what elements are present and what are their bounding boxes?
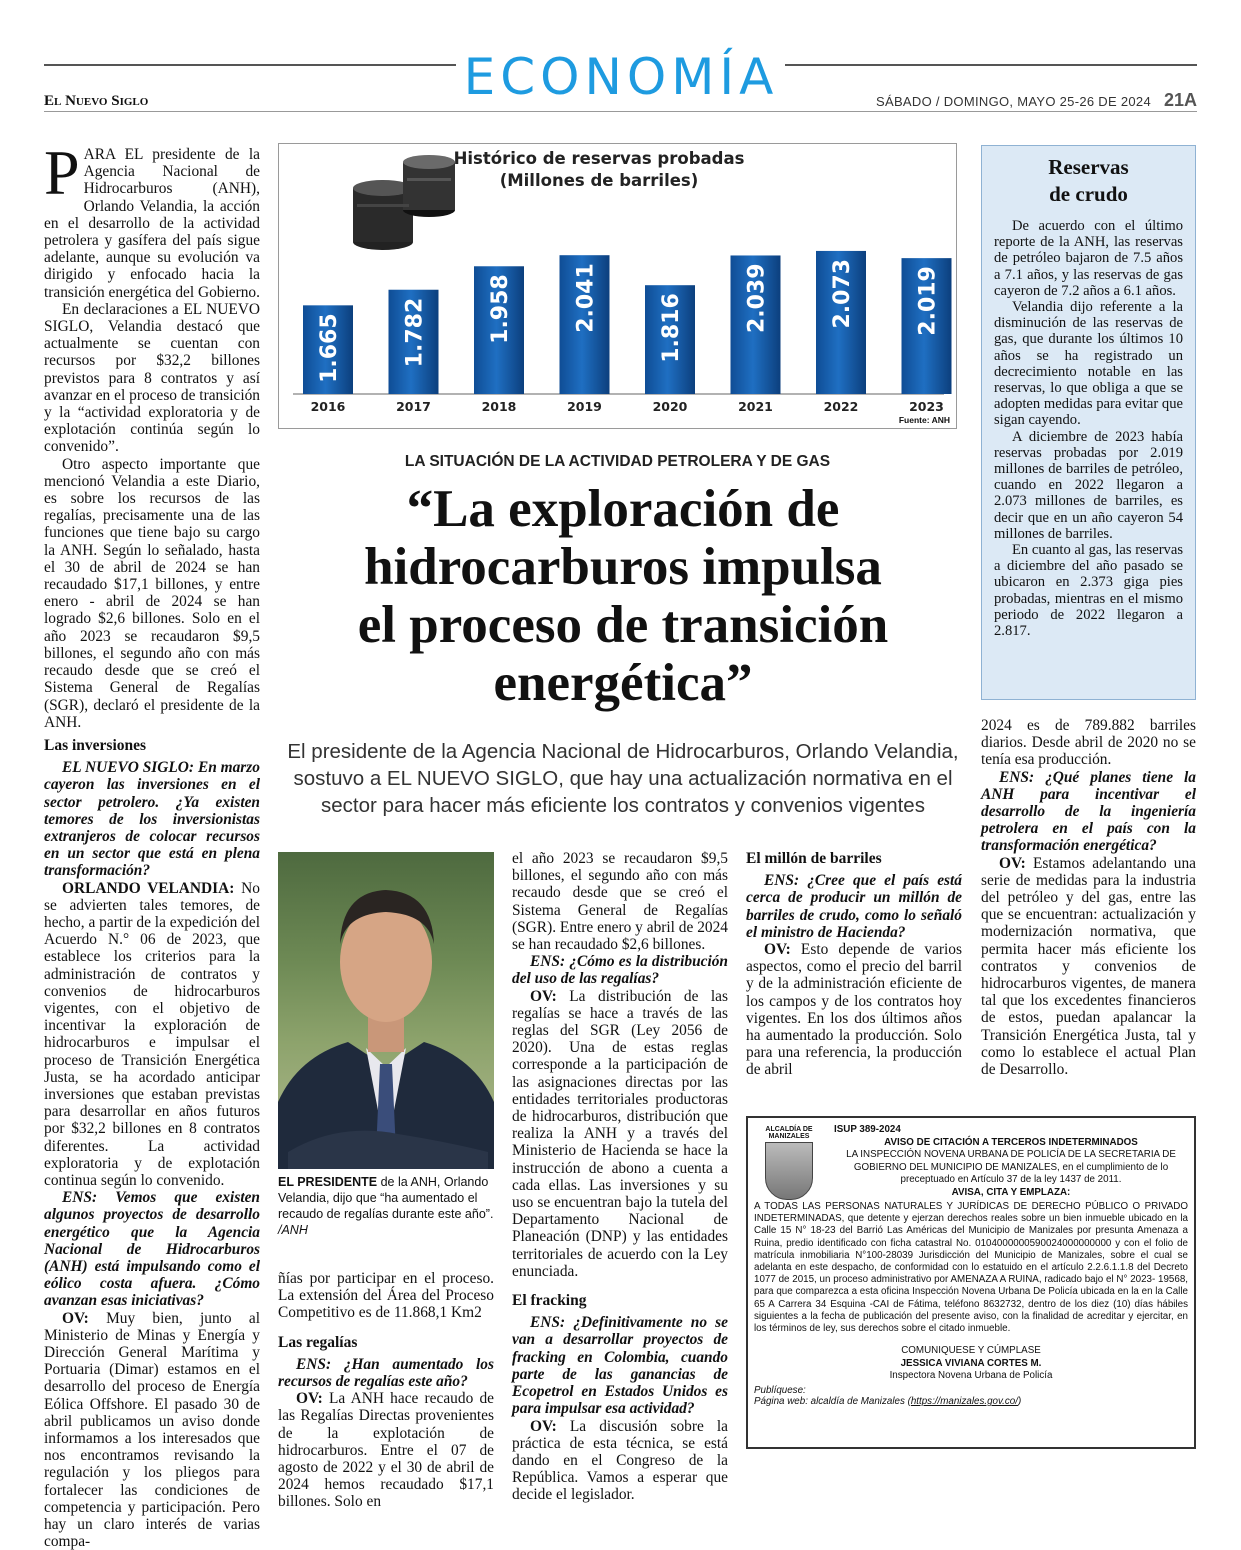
answer-text: La distribución de las regalías se hace a través de las reglas del SGR (Ley 2056 de 2020). Una de estas reglas corresponde a la participación de las asignaciones directas por las entidades territoriales productoras de hidrocarburos, distribución que realiza la ANH y a través del Ministerio de Hacienda se hace la instrucción de abono a cuenta a cada ellas. Las inversiones y su uso se encuentran bajo la tutela del Departamento Nacional de Planeación (DNP) y las entidades territoriales de acuerdo con la Ley enunciada. <box>512 987 728 1280</box>
notice-title: AVISO DE CITACIÓN A TERCEROS INDETERMINADOS <box>884 1136 1138 1148</box>
dek-line: sostuvo a EL NUEVO SIGLO, que hay una actualización normativa en el <box>293 767 953 790</box>
answer-text: Muy bien, junto al Ministerio de Minas y Energía y Dirección General Marítima y Portuaria (Dimar) estamos en el desarrollo del proceso de Energía Eólica Offshore. El pasado 30 de abril publicamos un aviso donde informamos a los interesados que nos encontramos revisando la regulación y los pliegos para fortalecer las condiciones de competencia y participación. Pero hay un claro interés de varias compa- <box>44 1309 260 1550</box>
subhead: El millón de barriles <box>746 850 882 867</box>
notice-web-suffix: ) <box>1017 1396 1022 1408</box>
article-column-5 <box>981 717 1196 1078</box>
notice-closing: COMUNIQUESE Y CÚMPLASE <box>901 1345 1041 1357</box>
lead-paragraph: ARA EL presidente de la Agencia Nacional de Hidrocarburos (ANH), Orlando Velandia, la acción en el desarrollo de la actividad petrolera y gasífera del país sigue adelante, aunque su evolución va dirigido y enfocado hacia la transición energética del Gobierno. <box>44 146 260 301</box>
headline-line: el proceso de transición <box>357 596 889 654</box>
portrait-photo <box>278 852 494 1169</box>
question-label: ENS: <box>296 1355 332 1373</box>
dek-line: sector para hacer más eficiente los contratos y convenios vigentes <box>321 794 925 817</box>
subhead: El fracking <box>512 1292 587 1310</box>
paragraph: ñías por participar en el proceso. La extensión del Área del Proceso Competitivo es de 11.868,1 Km2 <box>278 1270 494 1322</box>
masthead: El Nuevo Siglo <box>44 93 149 109</box>
question-label: ENS: <box>999 768 1035 786</box>
data-label-2018: 1.958 <box>488 274 513 344</box>
paragraph: Otro aspecto importante que mencionó Velandia a este Diario, es sobre los recursos de las regalías, precisamente una de las funciones que tiene bajo su cargo la ANH. Según lo señalado, hasta el 30 de abril de 2024 se han recaudado $17,1 billones, y entre enero - abril de 2024 se han logrado $2,6 billones. Solo en el año 2023 se recaudaron $9,5 billones, el segundo año con más recaudo desde que se creó el Sistema General de Regalías (SGR), declaró el presidente de la ANH. <box>44 455 260 731</box>
sidebar-box <box>981 145 1196 700</box>
shield-icon <box>765 1142 813 1200</box>
article-column-3 <box>512 850 728 1504</box>
x-tick-2023: 2023 <box>909 399 944 414</box>
sidebar-title: de crudo <box>1049 182 1128 206</box>
dateline: SÁBADO / DOMINGO, MAYO 25-26 DE 2024 <box>876 94 1151 109</box>
question-text: Vemos que existen algunos proyectos de desarrollo energético que la Agencia Nacional de Hidrocarburos (ANH) está impulsando como el eólico costa afuera. ¿Cómo avanzan esas iniciativas? <box>44 1189 260 1310</box>
answer-text: Esto depende de varios aspectos, como el precio del barril y de la administración eficiente de los campos y de los contratos hoy vigentes. En los dos últimos años ha aumentado la producción. Solo para una referencia, la producción de abril <box>746 941 962 1079</box>
chart-title: Histórico de reservas probadas <box>453 149 745 168</box>
data-label-2020: 1.816 <box>659 293 684 363</box>
answer-label: OV: <box>296 1390 323 1408</box>
x-tick-2022: 2022 <box>823 399 859 414</box>
reserves-chart <box>278 143 957 429</box>
question-text: ¿Han aumentado los recursos de regalías este año? <box>278 1355 494 1391</box>
municipality-crest <box>758 1126 820 1200</box>
portrait-illustration <box>278 852 494 1169</box>
answer-text: La discusión sobre la práctica de esta técnica, se está dando en el Congreso de la República. Vamos a esperar que decide el legislador. <box>512 1417 728 1504</box>
headline-line: energética” <box>493 654 753 712</box>
header-rule-bottom <box>44 111 1197 112</box>
legal-notice-box <box>746 1116 1196 1449</box>
chart-source: Fuente: ANH <box>898 415 950 425</box>
notice-reference: ISUP 389-2024 <box>834 1124 901 1135</box>
chart-subtitle: (Millones de barriles) <box>499 171 699 190</box>
question-label: ENS: <box>530 1314 566 1332</box>
sidebar-title: Reservas <box>1048 155 1129 179</box>
answer-text: Estamos adelantando una serie de medidas para la industria del petróleo y del gas, entre las que se encuentran: actualización y modernización normativa, que permita hacer más eficiente los contratos y convenios de hidrocarburos vigentes, de manera tal que los excedentes financieros de estos, puedan apalancar la Transición Energética Justa, tal y como lo establece el actual Plan de Desarrollo. <box>981 854 1196 1079</box>
paragraph: el año 2023 se recaudaron $9,5 billones, el segundo año con más recaudo desde que se creó el Sistema General de Regalías (SGR). Entre enero y abril de 2024 se han recaudado $2,6 billones. <box>512 850 728 954</box>
sidebar-paragraph: Velandia dijo referente a la disminución de las reservas de gas, que durante los últimos 10 años se ha registrado un decrecimiento notable en las reservas, lo que obliga a que se adopten medidas para evitar que sigan cayendo. <box>994 299 1183 429</box>
notice-intro: LA INSPECCIÓN NOVENA URBANA DE POLICÍA DE LA SECRETARIA DE GOBIERNO DEL MUNICIPIO DE MANIZALES, en el cumplimiento de lo preceptuado en Artículo 37 de la ley 1437 de 2011. <box>846 1149 1176 1185</box>
notice-web-link[interactable]: https://manizales.gov.co/ <box>910 1396 1018 1408</box>
answer-text: La ANH hace recaudo de las Regalías Directas provenientes de la explotación de hidrocarburos. Entre el 07 de agosto de 2022 y el 30 de abril de 2024 hemos recaudado $17,1 billones. Solo en <box>278 1390 494 1511</box>
dek-line: El presidente de la Agencia Nacional de Hidrocarburos, Orlando Velandia, <box>287 740 959 763</box>
dek <box>278 738 968 819</box>
data-label-2022: 2.073 <box>830 258 855 329</box>
answer-label: OV: <box>999 854 1026 872</box>
sidebar-paragraph: De acuerdo con el último reporte de la ANH, las reservas de petróleo bajaron de 7.5 años a 7.1 años, y las reservas de gas cayeron de 7.2 años a 6.1 años. <box>994 218 1183 299</box>
data-label-2019: 2.041 <box>573 263 599 333</box>
question-label: EL NUEVO SIGLO: <box>62 759 195 777</box>
question-text: En marzo cayeron las inversiones en el sector petrolero. ¿Ya existen temores de los inversionistas extranjeros de colocar recursos en un sector que está en plena transformación? <box>44 759 260 880</box>
x-tick-2019: 2019 <box>567 399 602 414</box>
question-text: ¿Definitivamente no se van a desarrollar proyectos de fracking en Colombia, cuando parte de las ganancias de Ecopetrol en Estados Unidos es para impulsar esa actividad? <box>512 1314 728 1418</box>
header-rule-right <box>785 64 1197 66</box>
answer-label: OV: <box>530 1417 557 1435</box>
drop-cap: P <box>44 137 80 208</box>
x-tick-2018: 2018 <box>481 399 517 414</box>
crest-label: ALCALDÍA DE MANIZALES <box>765 1126 813 1140</box>
data-label-2016: 1.665 <box>317 313 342 383</box>
notice-signer: JESSICA VIVIANA CORTES M. <box>900 1357 1042 1369</box>
x-tick-2017: 2017 <box>396 399 431 414</box>
data-label-2021: 2.039 <box>744 263 770 334</box>
question-label: ENS: <box>530 953 566 971</box>
chart-plot <box>279 144 958 430</box>
notice-body: A TODAS LAS PERSONAS NATURALES Y JURÍDICAS DE DERECHO PÚBLICO O PRIVADO INDETERMINADAS, que detente y ejerzan derechos reales sobre un bien inmueble ubicado en la Calle 15 N° 18-23 del Barrió Las Américas del Municipio de Manizales por presunta Amenaza a Ruina, predio identificado con ficha catastral No. 0104000000590024000000000 y con el folio de matrícula inmobiliaria N°100-28039 Jurisdicción del Municipio de Manizales, sobre el cual se adelanta en este despacho, de conformidad con lo estatuido en el artículo 2.2.6.1.1.8 del Decreto 1077 de 2015, un proceso administrativo por AMENAZA A RUINA, radicado bajo el N° 2023- 19568, para que comparezca a esta oficina Inspección Novena Urbana De Policía ubicada en la en la Calle 65 A Carrera 34 Esquina -CAI de Fátima, teléfono 8632732, dentro de los diez (10) días hábiles siguientes a la fecha de publicación del presente aviso, con la finalidad de acreditar y ejercitar, en los términos de ley, sus derechos sobre el citado inmueble. <box>754 1201 1188 1335</box>
question-text: ¿Cree que el país está cerca de producir un millón de barriles de crudo, como lo señaló el ministro de Hacienda? <box>746 872 962 941</box>
data-label-2023: 2.019 <box>915 266 941 336</box>
sidebar-paragraph: A diciembre de 2023 había reservas probadas por 2.019 millones de barriles de petróleo, cuando en 2022 llegaron a 2.073 millones de barriles, es decir que en un año cayeron 54 millones de barriles. <box>994 428 1183 542</box>
answer-label: OV: <box>62 1309 89 1327</box>
photo-credit: /ANH <box>278 1223 308 1237</box>
x-tick-2020: 2020 <box>652 399 688 414</box>
page-number: 21A <box>1163 90 1197 110</box>
notice-publiquese: Publíquese: <box>754 1384 806 1396</box>
article-column-2 <box>278 1270 494 1511</box>
notice-signer-title: Inspectora Novena Urbana de Policía <box>889 1370 1053 1382</box>
header-rule-left <box>44 64 456 66</box>
answer-label: ORLANDO VELANDIA: <box>62 879 235 897</box>
sidebar-paragraph: En cuanto al gas, las reservas a diciembre del año pasado se ubicaron en 2.373 giga pies probadas, mientras en el mismo periodo de 2022 llegaron a 2.817. <box>994 542 1184 640</box>
headline <box>278 480 968 712</box>
caption-lead: EL PRESIDENTE <box>278 1175 378 1189</box>
notice-web-prefix: Página web: alcaldía de Manizales ( <box>754 1396 911 1408</box>
question-text: ¿Qué planes tiene la ANH para incentivar el desarrollo de la ingeniería petrolera en el país con la transformación energética? <box>981 768 1196 855</box>
article-column-4 <box>746 850 962 1079</box>
paragraph: 2024 es de 789.882 barriles diarios. Desde abril de 2020 no se tenía esa producción. <box>981 717 1196 769</box>
question-label: ENS: <box>764 872 800 890</box>
photo-caption <box>278 1174 494 1238</box>
answer-label: OV: <box>530 987 557 1005</box>
answer-text: No se advierten tales temores, de hecho, a partir de la expedición del Acuerdo N.° 06 de 2023, que establece los criterios para la administración de contratos y convenios de hidrocarburos vigentes, con el objetivo de incentivar la exploración de hidrocarburos e impulsar el proceso de Transición Energética Justa, se ha acordado anticipar inversiones que estaban previstas para desarrollar en años futuros por $32,2 billones en 8 contratos diferentes. La actividad exploratoria y de explotación continua según lo convenido. <box>44 879 260 1189</box>
x-tick-2016: 2016 <box>310 399 346 414</box>
answer-label: OV: <box>764 941 791 959</box>
kicker: LA SITUACIÓN DE LA ACTIVIDAD PETROLERA Y DE GAS <box>404 453 831 470</box>
headline-line: hidrocarburos impulsa <box>364 538 882 596</box>
article-column-1 <box>44 137 260 1550</box>
caption-text: de la ANH, Orlando Velandia, dijo que “ha aumentado el recaudo de regalías durante este año”. <box>278 1175 494 1221</box>
headline-line: “La exploración de <box>406 480 840 538</box>
x-tick-2021: 2021 <box>738 399 773 414</box>
subhead: Las regalías <box>278 1333 358 1351</box>
notice-avisa: AVISA, CITA Y EMPLAZA: <box>951 1186 1071 1198</box>
question-label: ENS: <box>62 1189 98 1207</box>
section-title: ECONOMÍA <box>463 48 779 106</box>
data-label-2017: 1.782 <box>402 297 428 368</box>
question-text: ¿Cómo es la distribución del uso de las regalías? <box>512 953 728 988</box>
subhead: Las inversiones <box>44 736 147 754</box>
paragraph: En declaraciones a EL NUEVO SIGLO, Velandia destacó que actualmente se cuentan con recursos por $32,2 billones previstos para 8 contratos y así avanzar en el proceso de transición y la “actividad exploratoria y de explotación continúa según lo convenido”. <box>44 300 260 456</box>
